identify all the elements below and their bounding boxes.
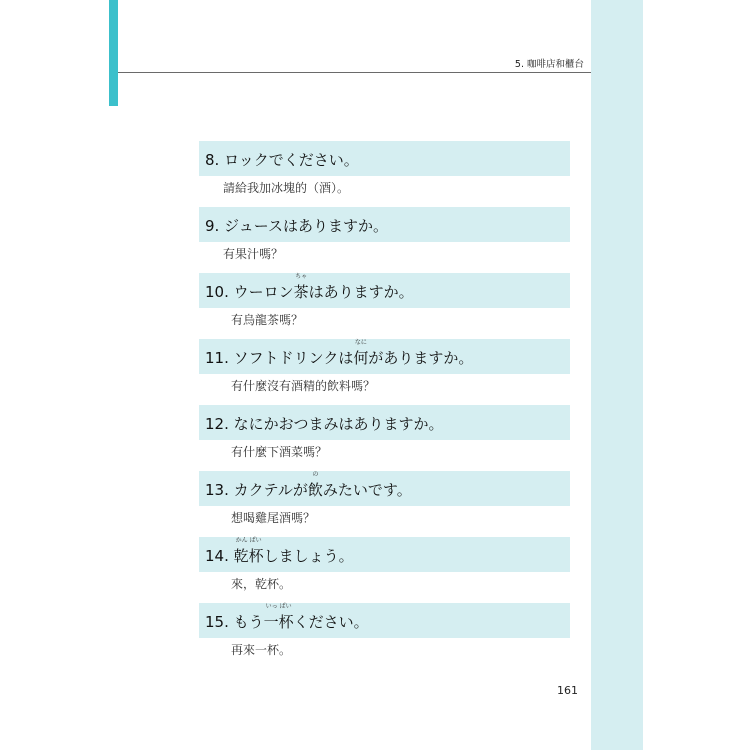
phrase-item: [199, 207, 570, 273]
japanese-text: ください。: [293, 613, 369, 631]
kanji-base: 茶: [293, 283, 309, 301]
japanese-phrase: [205, 471, 412, 499]
japanese-phrase: [205, 537, 354, 565]
phrase-number: 14.: [205, 547, 229, 565]
kanji-with-furigana: [263, 603, 294, 631]
page-number: 161: [557, 684, 578, 697]
kanji-base: 何: [353, 349, 369, 367]
furigana-reading: かん ぱい: [235, 537, 262, 544]
furigana-reading: の: [312, 471, 319, 478]
japanese-text: みたいです。: [322, 481, 412, 499]
japanese-text: ウーロン: [228, 283, 294, 301]
phrase-item: [199, 273, 570, 339]
japanese-text: なにかおつまみはありますか。: [228, 415, 444, 433]
phrase-list: [199, 141, 570, 669]
phrase-number: 13.: [205, 481, 229, 499]
phrase-item: [199, 603, 570, 669]
kanji-base: 一杯: [263, 613, 294, 631]
phrase-item: [199, 141, 570, 207]
japanese-text: がありますか。: [368, 349, 474, 367]
japanese-phrase: [205, 151, 359, 169]
chinese-translation: 有什麼下酒菜嗎？: [231, 445, 328, 459]
japanese-text: はありますか。: [308, 283, 414, 301]
phrase-item: [199, 405, 570, 471]
kanji-with-furigana: [233, 537, 264, 565]
chinese-translation: 有什麼沒有酒精的飲料嗎？: [231, 379, 376, 393]
furigana-reading: いっ ぱい: [265, 603, 292, 610]
chinese-translation: 請給我加冰塊的（酒）。: [223, 181, 350, 195]
phrase-number: 11.: [205, 349, 229, 367]
chinese-translation: 再來一杯。: [231, 643, 292, 657]
japanese-text: もう: [228, 613, 264, 631]
japanese-phrase: [205, 339, 474, 367]
japanese-phrase: [205, 415, 443, 433]
japanese-text: ソフトドリンクは: [228, 349, 354, 367]
right-margin-strip: [591, 0, 643, 750]
phrase-number: 9.: [205, 217, 220, 235]
kanji-base: 乾杯: [233, 547, 264, 565]
japanese-text: ジュースはありますか。: [219, 217, 389, 235]
japanese-phrase: [205, 217, 388, 235]
kanji-with-furigana: [293, 273, 309, 301]
japanese-text: ロックでください。: [219, 151, 359, 169]
phrase-item: [199, 339, 570, 405]
chinese-translation: 有果汁嗎？: [223, 247, 284, 261]
phrase-item: [199, 471, 570, 537]
kanji-base: 飲: [307, 481, 323, 499]
header-rule: [118, 72, 591, 73]
phrase-number: 10.: [205, 283, 229, 301]
japanese-text: しましょう。: [263, 547, 354, 565]
chinese-translation: 想喝雞尾酒嗎？: [231, 511, 316, 525]
phrase-item: [199, 537, 570, 603]
chapter-tab-marker: [109, 0, 118, 106]
japanese-text: カクテルが: [228, 481, 308, 499]
kanji-with-furigana: [353, 339, 369, 367]
phrase-number: 15.: [205, 613, 229, 631]
chinese-translation: 有烏龍茶嗎？: [231, 313, 304, 327]
furigana-reading: ちゃ: [295, 273, 308, 280]
phrase-number: 8.: [205, 151, 220, 169]
chapter-title: 5. 咖啡店和櫃台: [514, 59, 584, 70]
japanese-phrase: [205, 273, 414, 301]
kanji-with-furigana: [307, 471, 323, 499]
phrase-number: 12.: [205, 415, 229, 433]
chinese-translation: 來，乾杯。: [231, 577, 292, 591]
furigana-reading: なに: [354, 339, 367, 346]
japanese-phrase: [205, 603, 369, 631]
